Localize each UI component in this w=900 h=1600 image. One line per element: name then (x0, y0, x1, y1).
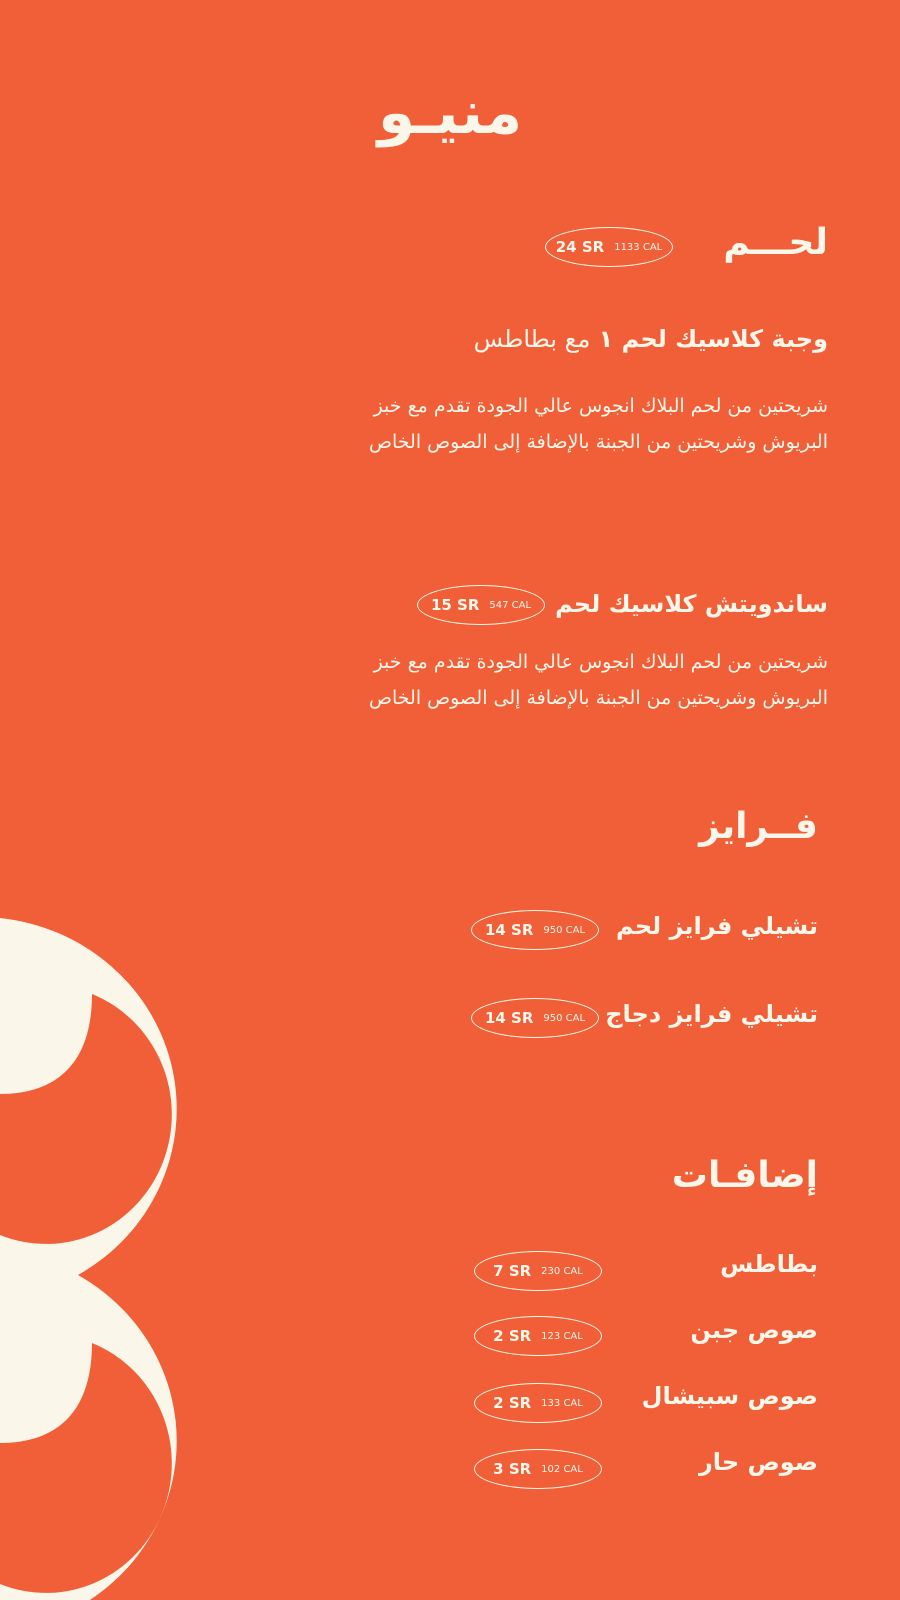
calories-label: 547 CAL (489, 599, 532, 611)
description-line: البريوش وشريحتين من الجبنة بالإضافة إلى الصوص الخاص (369, 431, 828, 453)
sandwich-price-badge (417, 585, 545, 625)
description-line: شريحتين من لحم البلاك انجوس عالي الجودة تقدم مع خبز (373, 395, 828, 417)
logo-mark-shape (0, 918, 177, 1600)
section-title-meat: لحـــم (723, 222, 828, 263)
price-label: 2 SR (493, 1327, 532, 1345)
calories-label: 133 CAL (541, 1397, 583, 1409)
fries-item-name: تشيلي فرايز دجاج (605, 1000, 818, 1028)
meal-description (369, 388, 828, 460)
meal-title-light: مع بطاطس (473, 325, 591, 353)
price-label: 14 SR (484, 1009, 534, 1027)
extras-item-name: بطاطس (720, 1250, 818, 1278)
description-line: البريوش وشريحتين من الجبنة بالإضافة إلى الصوص الخاص (369, 687, 828, 709)
calories-label: 123 CAL (541, 1330, 583, 1342)
price-label: 15 SR (430, 596, 480, 614)
meal-title (474, 325, 828, 353)
price-label: 2 SR (493, 1394, 532, 1412)
section-title-fries: فــرايز (699, 806, 818, 847)
extras-item-name: صوص جبن (690, 1316, 818, 1344)
price-label: 3 SR (493, 1460, 532, 1478)
extras-price-badge (474, 1449, 602, 1489)
price-label: 7 SR (493, 1262, 532, 1280)
fries-price-badge (471, 910, 599, 950)
extras-price-badge (474, 1383, 602, 1423)
calories-label: 1133 CAL (614, 241, 663, 253)
calories-label: 102 CAL (541, 1463, 583, 1475)
section-title-extras: إضافـات (671, 1155, 818, 1196)
extras-item-name: صوص حار (698, 1448, 818, 1476)
calories-label: 230 CAL (541, 1265, 583, 1277)
meat-section (723, 222, 828, 263)
fries-item-name: تشيلي فرايز لحم (616, 912, 818, 940)
extras-price-badge (474, 1316, 602, 1356)
description-line: شريحتين من لحم البلاك انجوس عالي الجودة تقدم مع خبز (373, 651, 828, 673)
fries-price-badge (471, 998, 599, 1038)
extras-price-badge (474, 1251, 602, 1291)
extras-item-name: صوص سبيشال (641, 1382, 818, 1410)
page-title: منيـو (377, 78, 523, 148)
sandwich-description (369, 644, 828, 716)
calories-label: 950 CAL (543, 924, 586, 936)
meal-title-bold: وجبة كلاسيك لحم ١ (598, 325, 828, 353)
calories-label: 950 CAL (543, 1012, 586, 1024)
sandwich-title: ساندويتش كلاسيك لحم (555, 590, 828, 618)
price-label: 24 SR (555, 238, 605, 256)
price-label: 14 SR (484, 921, 534, 939)
meat-price-badge (545, 227, 673, 267)
